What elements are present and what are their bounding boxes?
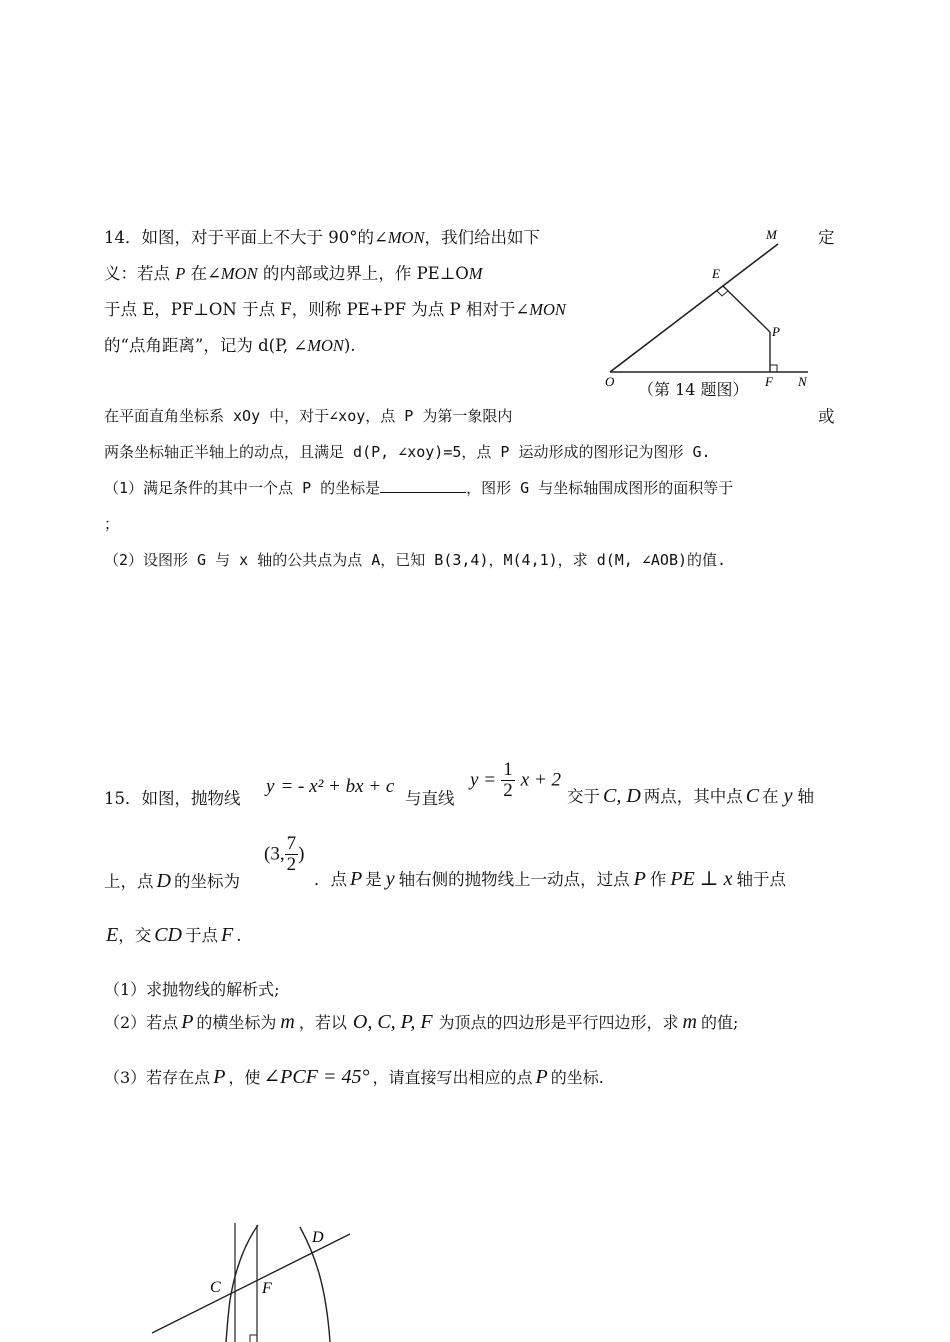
point-f: F [221, 924, 234, 946]
frac-den: 2 [286, 853, 297, 875]
q15-part3-a: （3）若存在点 [104, 1068, 211, 1087]
q15-figure [140, 1215, 380, 1342]
label-e: E [712, 266, 720, 281]
q15-part2-b: 的横坐标为 [196, 1013, 277, 1032]
q15-line2-b: 的坐标为 [173, 872, 240, 891]
label-m: M [766, 227, 777, 242]
line-cd [152, 1234, 350, 1333]
q14-line2 [104, 260, 483, 284]
q14-line2-c: 的内部或边界上，作 PE⊥O [257, 264, 469, 283]
q15-line1-rest [567, 783, 814, 808]
point-p: P [181, 1011, 194, 1033]
frac-den: 2 [503, 779, 513, 801]
angle-mon: MON [307, 336, 344, 355]
q15-line3-a: ，交 [118, 926, 152, 945]
q14-part2: （2）设图形 G 与 x 轴的公共点为点 A，已知 B(3,4)，M(4,1)，求 d(M, ∠AOB)的值. [104, 551, 727, 569]
point-p: P [175, 264, 186, 283]
q14-part1 [104, 477, 733, 498]
q15-line2-d: 是 [365, 870, 382, 889]
var-y: y [266, 776, 275, 797]
q15-line2-e: 轴右侧的抛物线上一动点，过点 [398, 870, 630, 889]
var-y: y [385, 868, 395, 890]
label-d: D [312, 1229, 324, 1246]
label-f: F [765, 374, 773, 389]
frac-num: 1 [503, 759, 513, 780]
q15-part3 [104, 1064, 604, 1089]
q14-line1 [104, 224, 540, 248]
q14-part1-a: （1）满足条件的其中一个点 P 的坐标是 [104, 479, 381, 497]
q14-line2-b: 在∠ [185, 264, 221, 283]
coord-close: ) [298, 843, 305, 865]
points-cd: C, D [603, 785, 641, 807]
q15-part2-c: ，若以 [298, 1013, 347, 1032]
q15-line2-g: 轴于点 [736, 870, 786, 889]
q14-line2-a: 义：若点 [104, 264, 176, 283]
q14-line1-tail: ，我们给出如下 [424, 228, 540, 247]
q15-line2-rest [314, 866, 786, 891]
frac-num: 7 [286, 833, 297, 854]
var-m: m [280, 1011, 295, 1033]
var-y: y [470, 769, 479, 791]
q15-line1-f: 轴 [797, 787, 815, 806]
q15-line1-d: 两点，其中点 [643, 787, 743, 806]
label-c: C [210, 1279, 221, 1296]
label-p: P [772, 324, 780, 339]
q15-part2-a: （2）若点 [104, 1013, 179, 1032]
perp-expression: PE ⊥ x [670, 868, 733, 890]
ray-om [610, 244, 778, 372]
q15-line3-b: 于点 [185, 926, 219, 945]
point-e: E [106, 924, 119, 946]
label-n: N [798, 374, 807, 389]
q15-line2-a: 上，点 [104, 872, 154, 891]
segment-pe [723, 286, 770, 332]
point-d: D [156, 870, 171, 892]
q14-line4 [104, 332, 356, 356]
segment-cd: CD [154, 924, 183, 946]
q15-part3-d: 的坐标. [550, 1068, 604, 1087]
point-p: P [633, 868, 646, 890]
answer-blank[interactable] [380, 478, 466, 493]
point-p: P [213, 1066, 226, 1088]
q15-line2-f: 作 [649, 870, 667, 889]
var-y: y [783, 785, 793, 807]
parabola-left-branch [226, 1225, 258, 1342]
angle-pcf-expression: ∠PCF = 45° [263, 1066, 370, 1088]
line-tail: x + 2 [520, 769, 562, 791]
q15-line2 [104, 868, 240, 893]
q15-part1: （1）求抛物线的解析式; [104, 980, 280, 999]
q15-part2-d: 为顶点的四边形是平行四边形，求 [438, 1013, 679, 1032]
q14-part1-b: ，图形 G 与坐标轴围成图形的面积等于 [466, 479, 734, 497]
angle-mon: MON [220, 264, 258, 283]
q15-line-eq [470, 760, 561, 801]
q14-line1-right: 定 [818, 228, 835, 247]
q15-coord-d [264, 834, 304, 875]
q14-figure [600, 222, 815, 402]
q15-line1-intro: 15．如图，抛物线 [104, 789, 241, 808]
q15-part3-b: ，使 [228, 1068, 261, 1087]
point-p: P [535, 1066, 548, 1088]
q14-line1-text: 14．如图，对于平面上不大于 90°的∠ [104, 228, 388, 247]
var-m: m [682, 1011, 697, 1033]
point-m: M [468, 264, 483, 283]
right-angle-f [770, 365, 777, 372]
q15-line1-with-line: 与直线 [405, 789, 455, 808]
point-p: P [350, 868, 363, 890]
q14-figure-caption: （第 14 题图） [638, 380, 749, 399]
label-o: O [605, 374, 615, 389]
q15-part2-e: 的值; [701, 1013, 739, 1032]
point-c: C [745, 785, 760, 807]
right-angle-mark [250, 1335, 257, 1342]
points-ocpf: O, C, P, F [352, 1011, 433, 1033]
q14-line3-text: 于点 E，PF⊥ON 于点 F，则称 PE+PF 为点 P 相对于∠ [104, 300, 530, 319]
right-angle-e [717, 291, 728, 296]
q15-part2 [104, 1010, 738, 1034]
q14-line5-right: 或 [818, 407, 835, 426]
fraction-one-half [501, 760, 515, 801]
fraction-seven-halves [285, 834, 299, 875]
q14-line4-a: 的“点角距离”，记为 d(P, ∠ [104, 336, 308, 355]
q15-line3 [106, 922, 241, 947]
angle-mon: MON [529, 300, 566, 319]
q15-part3-c: ，请直接写出相应的点 [372, 1068, 533, 1087]
q15-line1-e: 在 [762, 787, 779, 806]
coord-open: (3, [264, 843, 285, 865]
label-f: F [262, 1280, 272, 1297]
q14-part1-end: ； [104, 515, 120, 533]
q15-line3-c: . [236, 926, 242, 945]
q14-line5: 在平面直角坐标系 xOy 中，对于∠xoy，点 P 为第一象限内 [104, 407, 513, 425]
q14-line3 [104, 296, 566, 320]
equals-sign: = [484, 769, 496, 791]
q14-line6: 两条坐标轴正半轴上的动点，且满足 d(P, ∠xoy)=5，点 P 运动形成的图形记为图形 G. [104, 443, 711, 461]
q15-parabola-eq [266, 775, 394, 798]
q14-line4-b: ). [343, 336, 356, 355]
q15-line2-c: ．点 [314, 870, 347, 889]
q15-line1-c: 交于 [567, 787, 600, 806]
parabola-expression: = - x² + bx + c [280, 776, 395, 797]
angle-mon: MON [387, 228, 425, 247]
